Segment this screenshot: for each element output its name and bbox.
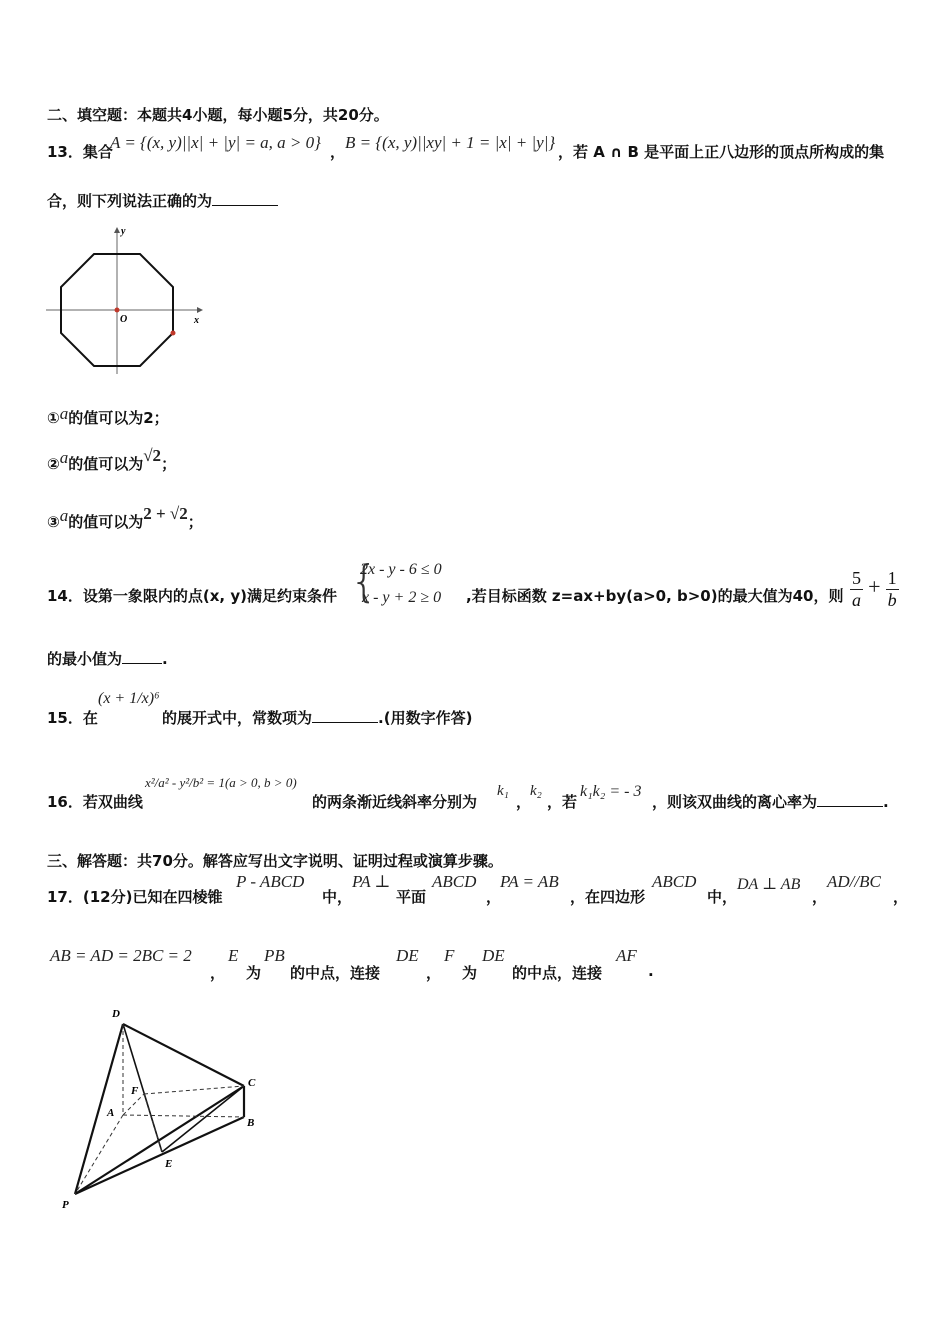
q16-k1: k₁ [497, 783, 509, 799]
q14-fractions [850, 568, 899, 611]
pyramid-figure [55, 1002, 275, 1214]
label-b: B [247, 1117, 255, 1129]
q13-option-3 [47, 504, 203, 532]
q13-tail: ，若 A ∩ B 是平面上正八边形的顶点所构成的集 [558, 143, 885, 161]
q16-comma: ， [516, 793, 532, 811]
q17-t6: ， [812, 888, 828, 906]
q16-text2: 的两条渐近线斜率分别为 [312, 793, 478, 811]
q14-line2-text: 的最小值为 [47, 650, 123, 668]
q17-l2c: 为 [246, 964, 262, 982]
option-2-marker: ② [47, 455, 60, 473]
q17-af: AF [616, 946, 637, 965]
q17-pa-perp: PA ⊥ [352, 872, 391, 891]
q14-brace: { [350, 556, 378, 607]
q17-t2: 平面 [396, 888, 427, 906]
plus-sign: + [868, 574, 881, 599]
octagon-figure [44, 224, 208, 376]
q17-t5: 中， [707, 888, 738, 906]
q17-da-perp-ab: DA ⊥ AB [737, 876, 801, 893]
label-c: C [248, 1077, 256, 1089]
q16-text3: ，若 [547, 793, 578, 811]
q17-l2g: 的中点，连接 [512, 964, 603, 982]
q17-pyramid: P - ABCD [236, 872, 305, 891]
q15-expression: (x + 1/x)⁶ [98, 690, 160, 707]
option-3-marker: ③ [47, 513, 60, 531]
option-2-end: ； [161, 455, 177, 473]
q16-hyperbola: x²/a² - y²/b² = 1(a > 0, b > 0) [145, 775, 297, 790]
q17-ad-parallel-bc: AD//BC [827, 872, 881, 891]
q14-line2 [47, 648, 168, 669]
label-d: D [112, 1008, 120, 1020]
q15-answer-blank[interactable] [312, 708, 378, 723]
q13-set-a: A = {(x, y)||x| + |y| = a, a > 0} [110, 133, 321, 152]
q14-line2-end: . [162, 650, 168, 668]
q15-line [162, 707, 472, 728]
frac1-den: a [852, 590, 861, 610]
section-heading-solutions: 三、解答题：共70分。解答应写出文字说明、证明过程或演算步骤。 [47, 852, 503, 870]
origin-label: O [120, 314, 128, 325]
frac2-num: 1 [887, 568, 897, 588]
label-p: P [62, 1199, 69, 1211]
q15-text2: 的展开式中，常数项为 [162, 709, 313, 727]
q13-option-2 [47, 446, 177, 474]
q17-pb: PB [264, 946, 285, 965]
label-e: E [165, 1158, 173, 1170]
q17-e: E [228, 946, 239, 965]
q17-t4: ，在四边形 [570, 888, 646, 906]
vertex-dot [171, 331, 176, 336]
q14-constraint-2: x - y + 2 ≥ 0 [362, 589, 442, 606]
q16-text4: ，则该双曲线的离心率为 [652, 793, 818, 811]
option-3-text: 的值可以为 [68, 513, 144, 531]
q17-lengths: AB = AD = 2BC = 2 [50, 946, 192, 965]
origin-dot [115, 308, 120, 313]
option-3-value: 2 + √2 [143, 504, 188, 523]
q13-option-1 [47, 404, 169, 428]
label-f: F [131, 1085, 139, 1097]
frac2-den: b [887, 590, 897, 610]
label-a: A [107, 1107, 115, 1119]
q17-pa-eq-ab: PA = AB [500, 872, 559, 891]
option-2-value: √2 [143, 446, 162, 465]
q14-text2: ,若目标函数 z=ax+by(a>0, b>0)的最大值为40，则 [466, 587, 844, 605]
option-1-marker: ① [47, 409, 60, 427]
frac1-num: 5 [852, 568, 861, 588]
q17-number: 17．(12分)已知在四棱锥 [47, 888, 223, 906]
option-1-text: 的值可以为2； [68, 409, 169, 427]
q13-line2-text: 合，则下列说法正确的为 [47, 192, 213, 210]
q17-quad: ABCD [652, 872, 697, 891]
q17-t1: 中， [322, 888, 353, 906]
q15-text1: 15．在 [47, 709, 98, 727]
option-3-var: a [59, 506, 69, 525]
q17-de2: DE [482, 946, 505, 965]
q16-answer-blank[interactable] [817, 792, 883, 807]
q17-f: F [444, 946, 455, 965]
q17-l2f: 为 [462, 964, 478, 982]
q16-text1: 16．若双曲线 [47, 793, 143, 811]
option-2-var: a [59, 448, 69, 467]
q17-de: DE [396, 946, 419, 965]
q17-l2e: ， [426, 964, 442, 982]
q17-l2h: . [648, 962, 654, 980]
q13-number: 13．集合 [47, 143, 113, 161]
section-heading-fill-in: 二、填空题：本题共4小题，每小题5分，共20分。 [47, 106, 389, 124]
q15-text3: .(用数字作答) [378, 709, 473, 727]
q16-end: . [883, 793, 889, 811]
q13-comma: ， [330, 143, 346, 161]
q13-line2 [47, 190, 278, 211]
q17-plane: ABCD [432, 872, 477, 891]
q17-l2b: ， [210, 964, 226, 982]
q17-t7: ， [893, 888, 909, 906]
option-3-end: ； [187, 513, 203, 531]
q16-line [652, 791, 889, 812]
option-2-text: 的值可以为 [68, 455, 144, 473]
q17-l2d: 的中点，连接 [290, 964, 381, 982]
q13-set-b: B = {(x, y)||xy| + 1 = |x| + |y|} [345, 133, 556, 152]
q14-constraint-1: 2x - y - 6 ≤ 0 [360, 561, 442, 578]
option-1-var: a [59, 404, 69, 423]
q17-t3: ， [486, 888, 502, 906]
q14-text1: 14．设第一象限内的点(x, y)满足约束条件 [47, 587, 337, 605]
q14-answer-blank[interactable] [122, 649, 162, 664]
x-axis-label: x [194, 315, 199, 326]
q16-product: k₁k₂ = - 3 [580, 783, 642, 800]
y-axis-label: y [121, 226, 126, 237]
q13-answer-blank[interactable] [212, 191, 278, 206]
q16-k2: k₂ [530, 783, 542, 799]
